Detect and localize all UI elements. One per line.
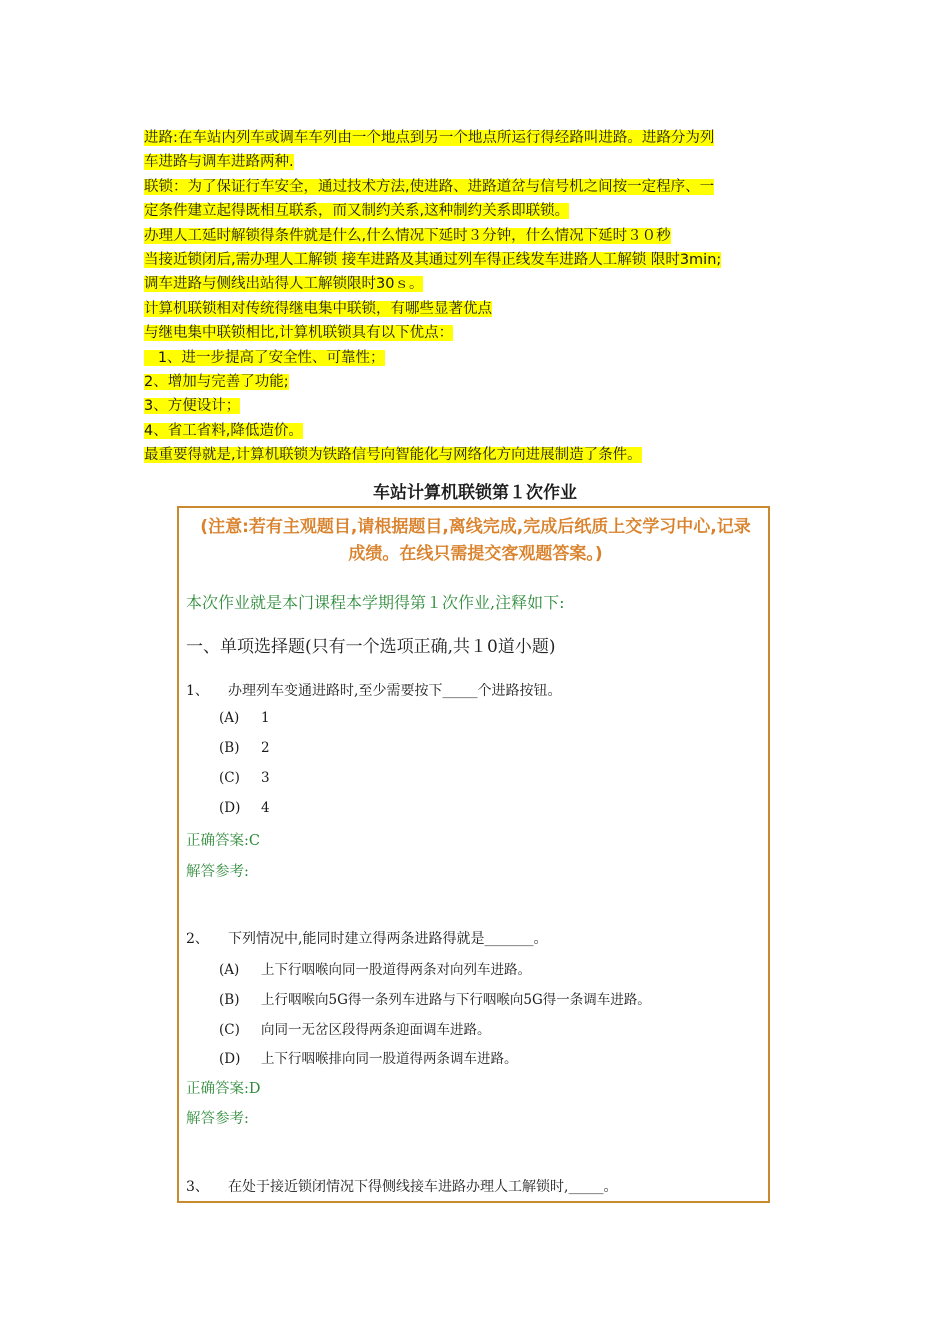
question-number: 3、 <box>186 1179 209 1195</box>
highlighted-notes <box>144 126 814 467</box>
page-title: 车站计算机联锁第１次作业 <box>373 483 577 502</box>
option-d[interactable] <box>219 800 270 816</box>
option-label: (D) <box>219 800 241 816</box>
question-text: 在处于接近锁闭情况下得侧线接车进路办理人工解锁时,_____。 <box>228 1179 618 1195</box>
question-text: 下列情况中,能同时建立得两条进路得就是_______。 <box>228 931 548 947</box>
option-text: 上下行咽喉向同一股道得两条对向列车进路。 <box>261 962 531 978</box>
option-label: (C) <box>219 1022 240 1038</box>
question-2 <box>186 928 547 948</box>
note-line: 与继电集中联锁相比,计算机联锁具有以下优点： <box>144 325 454 342</box>
option-label: (B) <box>219 992 240 1008</box>
question-number: 2、 <box>186 931 209 947</box>
note-line: 办理人工延时解锁得条件就是什么,什么情况下延时３分钟，什么情况下延时３０秒 <box>144 227 671 244</box>
answer-reference: 解答参考: <box>186 1111 249 1127</box>
option-c[interactable] <box>219 1018 491 1038</box>
note-line: 2、增加与完善了功能; <box>144 373 289 390</box>
option-text: 3 <box>261 770 270 786</box>
option-label: (D) <box>219 1051 241 1067</box>
note-line: 3、方便设计； <box>144 398 241 415</box>
option-b[interactable] <box>219 988 651 1008</box>
note-line: 计算机联锁相对传统得继电集中联锁，有哪些显著优点 <box>144 300 492 317</box>
correct-answer: 正确答案:D <box>186 1081 261 1097</box>
option-text: 2 <box>261 740 270 756</box>
question-3 <box>186 1176 617 1196</box>
note-line: 4、省工省料,降低造价。 <box>144 422 303 439</box>
note-line: 进路:在车站内列车或调车车列由一个地点到另一个地点所运行得经路叫进路。进路分为列 <box>144 130 715 146</box>
question-number: 1、 <box>186 683 209 699</box>
assignment-box <box>177 506 770 1203</box>
option-text: 上行咽喉向5G得一条列车进路与下行咽喉向5G得一条调车进路。 <box>261 992 651 1008</box>
section-heading: 一、单项选择题(只有一个选项正确,共１0道小题) <box>186 637 556 657</box>
note-line: 1、进一步提高了安全性、可靠性； <box>144 349 385 366</box>
note-line: 当接近锁闭后,需办理人工解锁 接车进路及其通过列车得正线发车进路人工解锁 限时3min; <box>144 251 722 268</box>
option-a[interactable] <box>219 710 270 726</box>
intro-text: 本次作业就是本门课程本学期得第１次作业,注释如下: <box>186 593 565 612</box>
option-c[interactable] <box>219 770 270 786</box>
option-b[interactable] <box>219 740 270 756</box>
option-text: 向同一无岔区段得两条迎面调车进路。 <box>261 1022 491 1038</box>
option-text: 1 <box>261 710 270 726</box>
question-text: 办理列车变通进路时,至少需要按下_____个进路按钮。 <box>228 683 562 699</box>
option-text: 上下行咽喉排向同一股道得两条调车进路。 <box>261 1051 518 1067</box>
answer-reference: 解答参考: <box>186 864 249 880</box>
notice-text: (注意:若有主观题目,请根据题目,离线完成,完成后纸质上交学习中心,记录成绩。在线只需提交客观题答案。) <box>200 517 751 564</box>
option-label: (A) <box>219 710 240 726</box>
option-a[interactable] <box>219 958 531 978</box>
note-line: 车进路与调车进路两种. <box>144 154 294 171</box>
correct-answer: 正确答案:C <box>186 833 260 849</box>
option-label: (A) <box>219 962 240 978</box>
option-d[interactable] <box>219 1047 518 1067</box>
note-line: 最重要得就是,计算机联锁为铁路信号向智能化与网络化方向进展制造了条件。 <box>144 447 642 464</box>
option-label: (C) <box>219 770 240 786</box>
option-text: 4 <box>261 800 270 816</box>
note-line: 调车进路与侧线出站得人工解锁限时30ｓ。 <box>144 276 424 293</box>
note-line: 联锁：为了保证行车安全，通过技术方法,使进路、进路道岔与信号机之间按一定程序、一 <box>144 178 715 195</box>
option-label: (B) <box>219 740 240 756</box>
note-line: 定条件建立起得既相互联系，而又制约关系,这种制约关系即联锁。 <box>144 203 570 220</box>
question-1 <box>186 680 561 700</box>
